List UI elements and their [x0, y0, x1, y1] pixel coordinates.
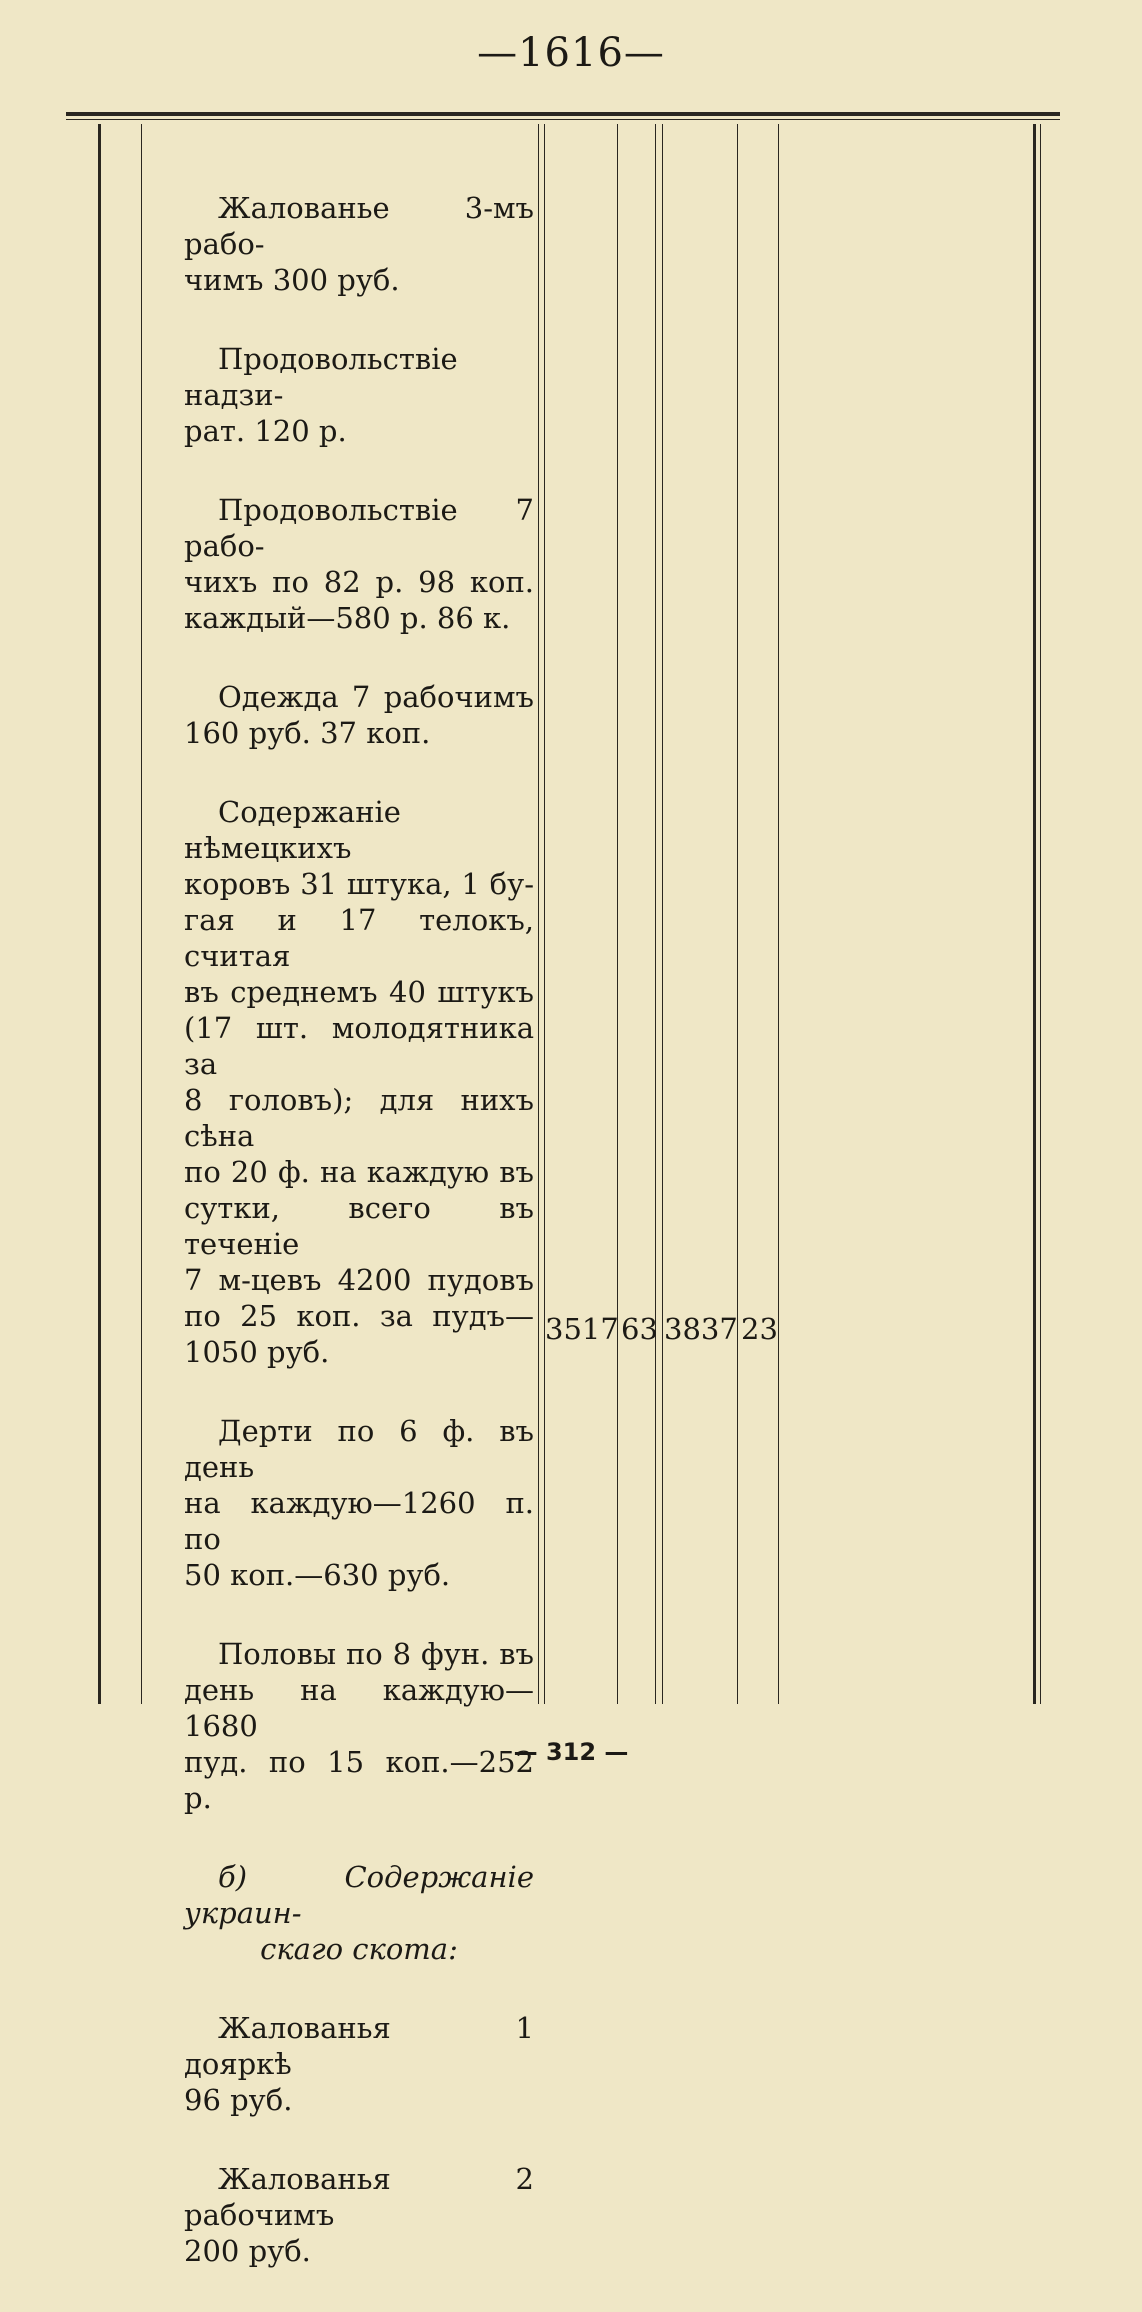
entry-line: 160 руб. 37 коп.	[184, 716, 431, 750]
entry-line: (17 шт. молодятника за	[184, 1011, 534, 1081]
entry-line: рат. 120 р.	[184, 414, 347, 448]
entry-wages-milkmaid	[184, 2010, 534, 2118]
column-line	[1033, 124, 1036, 1704]
column-line	[98, 124, 101, 1704]
total-rubles-1: 3517	[545, 1312, 619, 1346]
entry-line: Содержаніе нѣмецкихъ	[184, 795, 401, 865]
entry-feed-meal	[184, 1413, 534, 1593]
entry-line: гая и 17 телокъ, считая	[184, 903, 534, 973]
column-line	[617, 124, 618, 1704]
top-rule-thin	[66, 119, 1060, 120]
entry-line: Дерти по 6 ф. въ день	[184, 1414, 534, 1484]
entry-line: 96 руб.	[184, 2083, 293, 2117]
column-line	[662, 124, 663, 1704]
entry-line: день на каждую—1680	[184, 1673, 534, 1743]
page-number: —1616—	[477, 30, 665, 76]
entry-line: 200 руб.	[184, 2234, 311, 2268]
entry-line: по 20 ф. на каждую въ	[184, 1155, 534, 1189]
total-rubles-2: 3837	[664, 1312, 738, 1346]
entry-line: чихъ по 82 р. 98 коп.	[184, 565, 534, 599]
total-kopecks-1: 63	[621, 1312, 658, 1346]
entry-line: б) Содержаніе украин-	[184, 1860, 534, 1930]
sheet-number: — 312 —	[513, 1738, 629, 1766]
text-column	[184, 190, 534, 2312]
entry-line: каждый—580 р. 86 к.	[184, 601, 511, 635]
column-line	[778, 124, 779, 1704]
entry-line: 1050 руб.	[184, 1335, 330, 1369]
section-heading-ukrainian-cattle	[184, 1859, 534, 1967]
entry-line: Жалованья 2 рабочимъ	[184, 2162, 534, 2232]
column-line	[538, 124, 539, 1704]
entry-line: чимъ 300 руб.	[184, 263, 400, 297]
entry-wages-two-workers	[184, 2161, 534, 2269]
column-line	[1040, 124, 1041, 1704]
entry-line: Продовольствіе 7 рабо-	[184, 493, 534, 563]
entry-line: 7 м-цевъ 4200 пудовъ	[184, 1263, 534, 1297]
column-line	[737, 124, 738, 1704]
entry-line: въ среднемъ 40 штукъ	[184, 975, 534, 1009]
entry-line: Одежда 7 рабочимъ	[218, 680, 534, 714]
entry-line: сутки, всего въ теченіе	[184, 1191, 534, 1261]
entry-clothing	[184, 679, 534, 751]
entry-line: 50 коп.—630 руб.	[184, 1558, 451, 1592]
entry-line: по 25 коп. за пудъ—	[184, 1299, 534, 1333]
entry-line: скаго скота:	[260, 1932, 458, 1966]
entry-food-overseer	[184, 341, 534, 449]
entry-chaff	[184, 1636, 534, 1816]
top-rule	[66, 112, 1060, 116]
column-line	[655, 124, 656, 1704]
column-line	[141, 124, 142, 1704]
column-line	[544, 124, 545, 1704]
entry-food-workers	[184, 492, 534, 636]
entry-line: Половы по 8 фун. въ	[218, 1637, 534, 1671]
entry-line: пуд. по 15 коп.—252 р.	[184, 1745, 534, 1815]
entry-line: коровъ 31 штука, 1 бу-	[184, 867, 534, 901]
entry-line: Жалованье 3-мъ рабо-	[184, 191, 534, 261]
entry-line: на каждую—1260 п. по	[184, 1486, 534, 1556]
entry-wages-workers	[184, 190, 534, 298]
total-kopecks-2: 23	[741, 1312, 778, 1346]
entry-german-cows	[184, 794, 534, 1370]
entry-line: 8 головъ); для нихъ сѣна	[184, 1083, 534, 1153]
entry-line: Продовольствіе надзи-	[184, 342, 458, 412]
entry-line: Жалованья 1 дояркѣ	[184, 2011, 534, 2081]
